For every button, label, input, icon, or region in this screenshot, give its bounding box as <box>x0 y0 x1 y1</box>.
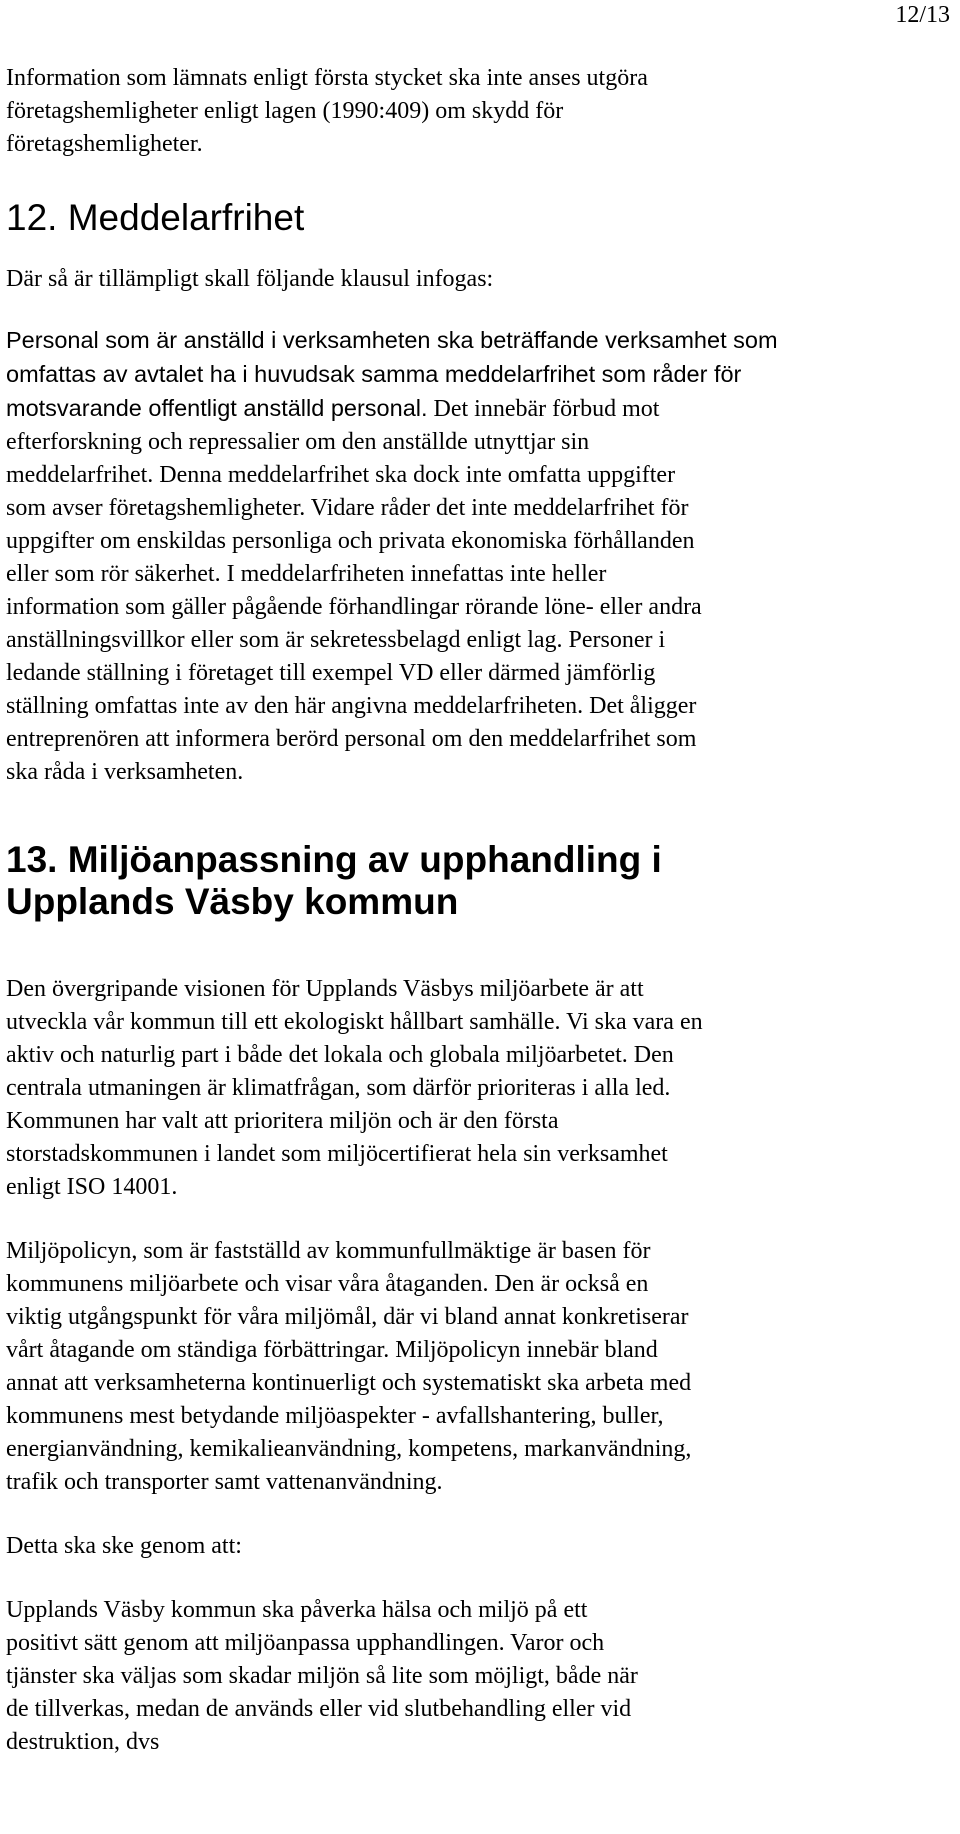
section-13-paragraph-1: Den övergripande visionen för Upplands Väsbys miljöarbete är att utveckla vår kommun till ett ekologiskt hållbart samhälle. Vi ska vara en aktiv och naturlig part i både det lokala och globala miljöarbetet. Den centrala utmaningen är klimatfrågan, som därför prioriteras i alla led. Kommunen har valt att prioritera miljön och är den första storstadskommunen i landet som miljöcertifierat hela sin verksamhet enligt ISO 14001. <box>6 976 703 1200</box>
section-12-number: 12. <box>6 197 58 238</box>
page-number: 12/13 <box>895 2 950 28</box>
section-12-heading <box>6 197 906 239</box>
section-12-lead: Där så är tillämpligt skall följande klausul infogas: <box>6 266 494 292</box>
section-13-paragraph-2: Miljöpolicyn, som är fastställd av kommunfullmäktige är basen för kommunens miljöarbete och visar våra åtaganden. Den är också en viktig utgångspunkt för våra miljömål, där vi bland annat konkretiserar vårt åtagande om ständiga förbättringar. Miljöpolicyn innebär bland annat att verksamheterna kontinuerligt och systematiskt ska arbeta med kommunens mest betydande miljöaspekter - avfallshantering, buller, energianvändning, kemikalieanvändning, kompetens, markanvändning, trafik och transporter samt vattenanvändning. <box>6 1238 692 1495</box>
section-12-title: Meddelarfrihet <box>67 197 305 238</box>
section-13-heading: 13. Miljöanpassning av upphandling i Upplands Väsby kommun <box>6 839 662 922</box>
clause-serif-text: Det innebär förbud mot efterforskning och repressalier om den anställde utnyttjar sin meddelarfrihet. Denna meddelarfrihet ska dock inte omfatta uppgifter som avser företagshemligheter. Vidare råder det inte meddelarfrihet för uppgifter om enskildas personliga och privata ekonomiska förhållanden eller som rör säkerhet. I meddelarfriheten innefattas inte heller information som gäller pågående förhandlingar rörande löne- eller andra anställningsvillkor eller som är sekretessbelagd enligt lag. Personer i ledande ställning i företaget till exempel VD eller därmed jämförlig ställning omfattas inte av den här angivna meddelarfriheten. Det åligger entreprenören att informera berörd personal om den meddelarfrihet som ska råda i verksamheten. <box>6 396 702 785</box>
section-12-clause <box>6 324 906 789</box>
clause-sans-text: Personal som är anställd i verksamheten ska beträffande verksamhet som omfattas av avtalet ha i huvudsak samma meddelarfrihet som råder för motsvarande offentligt anställd personal. <box>6 327 778 421</box>
intro-paragraph: Information som lämnats enligt första stycket ska inte anses utgöra företagshemligheter enligt lagen (1990:409) om skydd för företagshemligheter. <box>6 65 648 157</box>
section-13-paragraph-4: Upplands Väsby kommun ska påverka hälsa och miljö på ett positivt sätt genom att miljöanpassa upphandlingen. Varor och tjänster ska väljas som skadar miljön så lite som möjligt, både när de tillverkas, medan de används eller vid slutbehandling eller vid destruktion, dvs <box>6 1597 638 1755</box>
document-body <box>6 62 906 1759</box>
section-13-paragraph-3: Detta ska ske genom att: <box>6 1533 242 1559</box>
